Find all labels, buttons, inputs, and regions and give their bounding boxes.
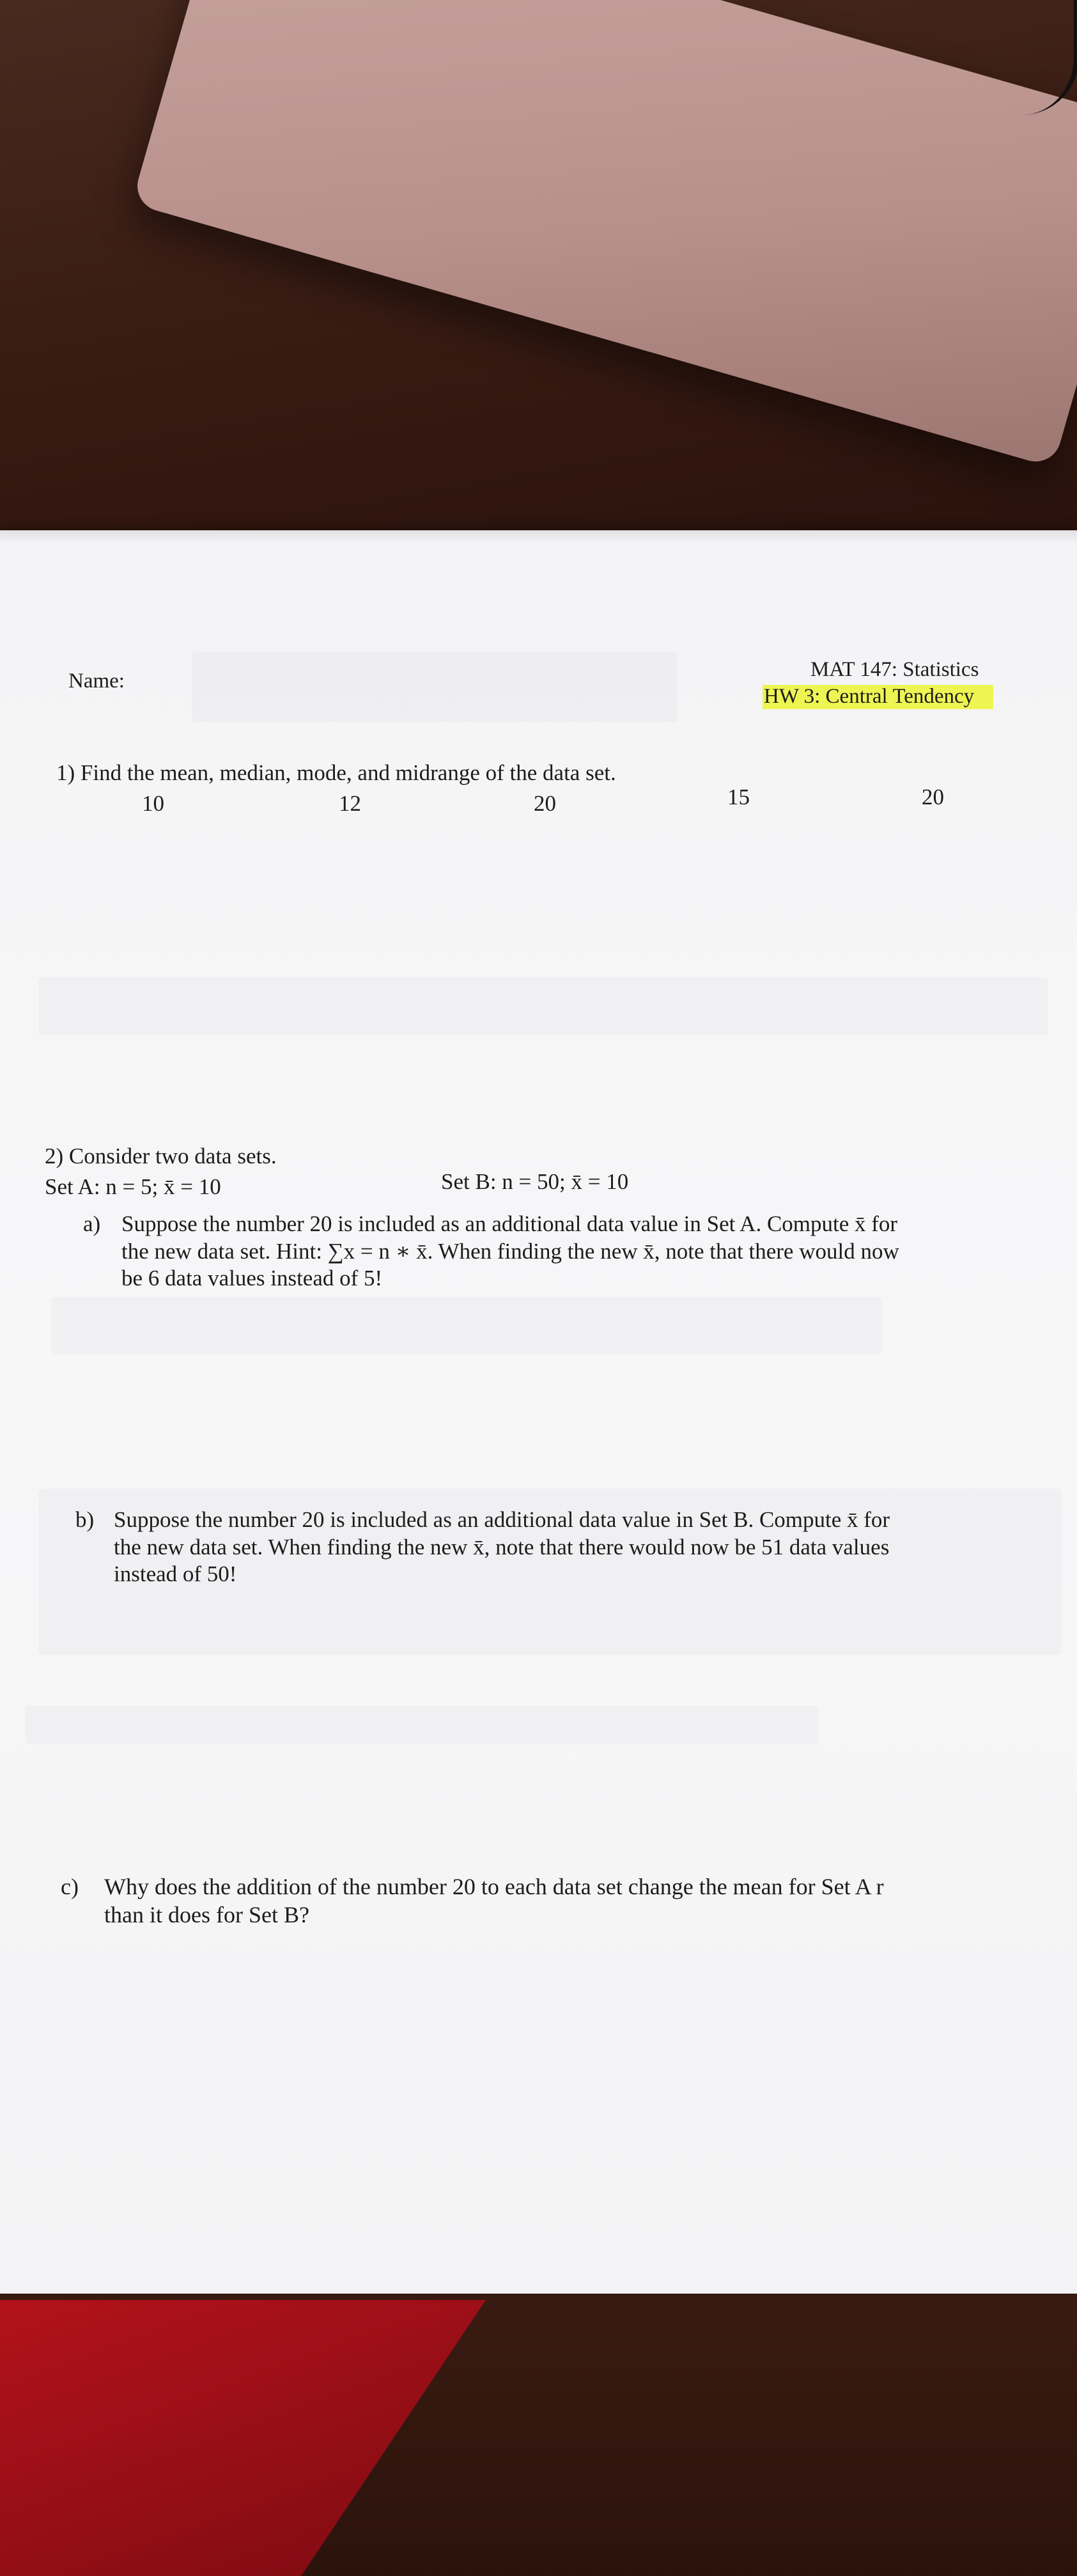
data-value: 15 bbox=[727, 785, 750, 809]
part-c-text: Why does the addition of the number 20 to each data set change the mean for Set A r than it does for Set B? bbox=[104, 1874, 884, 1928]
set-b-definition: Set B: n = 50; x̄ = 10 bbox=[441, 1169, 629, 1194]
data-value: 20 bbox=[922, 785, 944, 809]
part-b-text: Suppose the number 20 is included as an additional data value in Set B. Compute x̄ for the new data set. When finding the new x̄, note that there would now be 51 data values instead of 50! bbox=[114, 1507, 890, 1587]
data-value: 10 bbox=[142, 791, 164, 816]
homework-title: HW 3: Central Tendency bbox=[763, 685, 993, 709]
bleed-through-mark bbox=[192, 652, 678, 722]
paper-edge-shadow bbox=[0, 530, 1077, 543]
name-label: Name: bbox=[68, 670, 125, 693]
course-title: MAT 147: Statistics bbox=[810, 658, 979, 681]
part-a-label: a) bbox=[83, 1211, 101, 1236]
part-b-label: b) bbox=[75, 1507, 95, 1532]
part-c-label: c) bbox=[61, 1874, 79, 1899]
data-value: 12 bbox=[339, 791, 361, 816]
question-1-prompt: 1) Find the mean, median, mode, and midrange of the data set. bbox=[56, 760, 616, 785]
homework-sheet bbox=[0, 530, 1077, 2294]
part-a-text: Suppose the number 20 is included as an additional data value in Set A. Compute x̄ for the new data set. Hint: ∑x = n ∗ x̄. When finding the new x̄, note that there would now be 6 data values instead of 5! bbox=[121, 1211, 899, 1291]
bleed-through-mark bbox=[26, 1706, 818, 1744]
set-a-definition: Set A: n = 5; x̄ = 10 bbox=[45, 1174, 221, 1199]
bleed-through-mark bbox=[51, 1297, 882, 1354]
bleed-through-mark bbox=[38, 977, 1048, 1035]
data-value: 20 bbox=[534, 791, 556, 816]
question-2-intro: 2) Consider two data sets. bbox=[45, 1144, 277, 1169]
